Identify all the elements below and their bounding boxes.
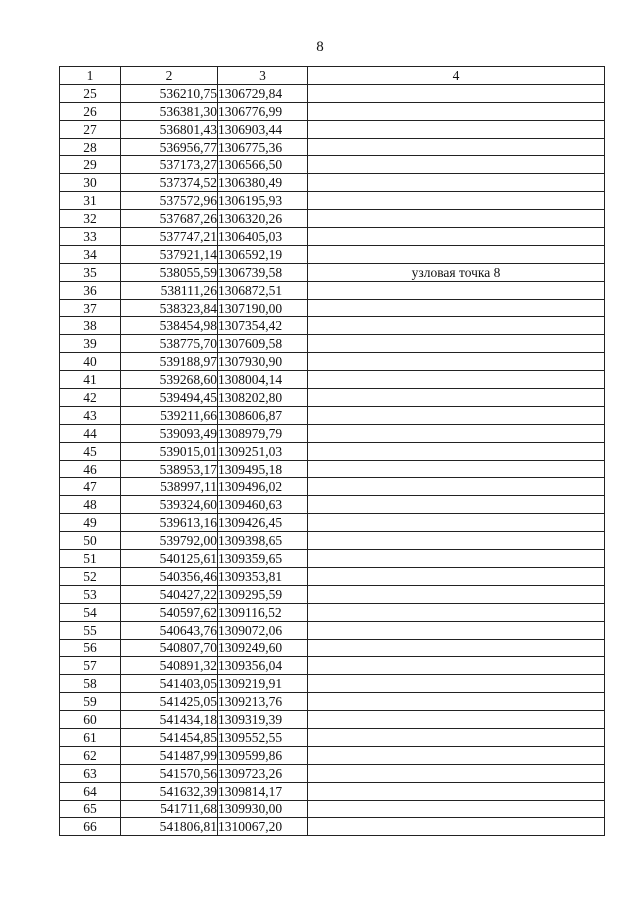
y-coordinate-cell: 1306380,49 [218, 174, 308, 192]
y-coordinate-cell: 1309552,55 [218, 728, 308, 746]
table-row [60, 460, 605, 478]
y-coordinate-cell: 1309295,59 [218, 585, 308, 603]
y-coordinate-cell: 1306405,03 [218, 228, 308, 246]
point-number-cell: 51 [60, 550, 121, 568]
x-coordinate-cell: 538454,98 [121, 317, 218, 335]
note-cell [308, 210, 605, 228]
x-coordinate-cell: 536210,75 [121, 84, 218, 102]
y-coordinate-cell: 1309426,45 [218, 514, 308, 532]
y-coordinate-cell: 1309319,39 [218, 711, 308, 729]
table-row [60, 156, 605, 174]
y-coordinate-cell: 1307609,58 [218, 335, 308, 353]
y-coordinate-cell: 1309398,65 [218, 532, 308, 550]
note-cell [308, 156, 605, 174]
x-coordinate-cell: 541425,05 [121, 693, 218, 711]
table-row [60, 657, 605, 675]
x-coordinate-cell: 536801,43 [121, 120, 218, 138]
column-header-3: 3 [218, 67, 308, 85]
note-cell [308, 764, 605, 782]
column-header-2: 2 [121, 67, 218, 85]
point-number-cell: 26 [60, 102, 121, 120]
x-coordinate-cell: 540427,22 [121, 585, 218, 603]
table-row [60, 245, 605, 263]
table-row [60, 550, 605, 568]
note-cell [308, 228, 605, 246]
note-cell [308, 585, 605, 603]
x-coordinate-cell: 539792,00 [121, 532, 218, 550]
table-row [60, 746, 605, 764]
x-coordinate-cell: 537747,21 [121, 228, 218, 246]
point-number-cell: 30 [60, 174, 121, 192]
note-cell [308, 782, 605, 800]
note-cell [308, 174, 605, 192]
note-cell [308, 496, 605, 514]
point-number-cell: 31 [60, 192, 121, 210]
x-coordinate-cell: 538953,17 [121, 460, 218, 478]
header-row [60, 67, 605, 85]
table-row [60, 317, 605, 335]
table-row [60, 389, 605, 407]
x-coordinate-cell: 539613,16 [121, 514, 218, 532]
note-cell [308, 120, 605, 138]
table-row [60, 764, 605, 782]
y-coordinate-cell: 1309460,63 [218, 496, 308, 514]
x-coordinate-cell: 541711,68 [121, 800, 218, 818]
x-coordinate-cell: 539268,60 [121, 371, 218, 389]
y-coordinate-cell: 1309495,18 [218, 460, 308, 478]
y-coordinate-cell: 1309251,03 [218, 442, 308, 460]
table-row [60, 514, 605, 532]
table-row [60, 442, 605, 460]
table-body [60, 84, 605, 835]
y-coordinate-cell: 1309723,26 [218, 764, 308, 782]
x-coordinate-cell: 539324,60 [121, 496, 218, 514]
table-row [60, 120, 605, 138]
note-cell [308, 84, 605, 102]
point-number-cell: 65 [60, 800, 121, 818]
table-row [60, 639, 605, 657]
table-row [60, 621, 605, 639]
point-number-cell: 39 [60, 335, 121, 353]
x-coordinate-cell: 539494,45 [121, 389, 218, 407]
point-number-cell: 46 [60, 460, 121, 478]
x-coordinate-cell: 537572,96 [121, 192, 218, 210]
point-number-cell: 32 [60, 210, 121, 228]
x-coordinate-cell: 540597,62 [121, 603, 218, 621]
point-number-cell: 54 [60, 603, 121, 621]
table-row [60, 353, 605, 371]
note-cell [308, 389, 605, 407]
note-cell [308, 406, 605, 424]
x-coordinate-cell: 540125,61 [121, 550, 218, 568]
y-coordinate-cell: 1309496,02 [218, 478, 308, 496]
note-cell [308, 353, 605, 371]
x-coordinate-cell: 539188,97 [121, 353, 218, 371]
y-coordinate-cell: 1309219,91 [218, 675, 308, 693]
x-coordinate-cell: 537173,27 [121, 156, 218, 174]
note-cell: узловая точка 8 [308, 263, 605, 281]
point-number-cell: 61 [60, 728, 121, 746]
y-coordinate-cell: 1306739,58 [218, 263, 308, 281]
y-coordinate-cell: 1309356,04 [218, 657, 308, 675]
note-cell [308, 192, 605, 210]
x-coordinate-cell: 540643,76 [121, 621, 218, 639]
table-row [60, 102, 605, 120]
x-coordinate-cell: 538775,70 [121, 335, 218, 353]
point-number-cell: 44 [60, 424, 121, 442]
point-number-cell: 43 [60, 406, 121, 424]
x-coordinate-cell: 541632,39 [121, 782, 218, 800]
note-cell [308, 657, 605, 675]
note-cell [308, 335, 605, 353]
y-coordinate-cell: 1306872,51 [218, 281, 308, 299]
x-coordinate-cell: 537921,14 [121, 245, 218, 263]
x-coordinate-cell: 536381,30 [121, 102, 218, 120]
y-coordinate-cell: 1309249,60 [218, 639, 308, 657]
x-coordinate-cell: 537374,52 [121, 174, 218, 192]
point-number-cell: 64 [60, 782, 121, 800]
point-number-cell: 63 [60, 764, 121, 782]
note-cell [308, 603, 605, 621]
table-row [60, 693, 605, 711]
y-coordinate-cell: 1308606,87 [218, 406, 308, 424]
point-number-cell: 47 [60, 478, 121, 496]
table-row [60, 263, 605, 281]
x-coordinate-cell: 541487,99 [121, 746, 218, 764]
x-coordinate-cell: 539093,49 [121, 424, 218, 442]
note-cell [308, 567, 605, 585]
table-row [60, 782, 605, 800]
table-row [60, 406, 605, 424]
y-coordinate-cell: 1308202,80 [218, 389, 308, 407]
note-cell [308, 550, 605, 568]
note-cell [308, 711, 605, 729]
x-coordinate-cell: 540891,32 [121, 657, 218, 675]
column-header-1: 1 [60, 67, 121, 85]
table-row [60, 228, 605, 246]
note-cell [308, 639, 605, 657]
point-number-cell: 59 [60, 693, 121, 711]
note-cell [308, 818, 605, 836]
point-number-cell: 40 [60, 353, 121, 371]
point-number-cell: 53 [60, 585, 121, 603]
x-coordinate-cell: 538111,26 [121, 281, 218, 299]
y-coordinate-cell: 1307190,00 [218, 299, 308, 317]
x-coordinate-cell: 540356,46 [121, 567, 218, 585]
note-cell [308, 245, 605, 263]
table-row [60, 281, 605, 299]
point-number-cell: 52 [60, 567, 121, 585]
page-number: 8 [316, 39, 324, 55]
point-number-cell: 38 [60, 317, 121, 335]
note-cell [308, 532, 605, 550]
point-number-cell: 57 [60, 657, 121, 675]
note-cell [308, 621, 605, 639]
table-row [60, 424, 605, 442]
y-coordinate-cell: 1306592,19 [218, 245, 308, 263]
note-cell [308, 514, 605, 532]
table-row [60, 210, 605, 228]
y-coordinate-cell: 1307930,90 [218, 353, 308, 371]
y-coordinate-cell: 1309072,06 [218, 621, 308, 639]
table-row [60, 84, 605, 102]
x-coordinate-cell: 541570,56 [121, 764, 218, 782]
column-header-4: 4 [308, 67, 605, 85]
table-row [60, 711, 605, 729]
table-row [60, 567, 605, 585]
x-coordinate-cell: 541434,18 [121, 711, 218, 729]
note-cell [308, 746, 605, 764]
y-coordinate-cell: 1309359,65 [218, 550, 308, 568]
x-coordinate-cell: 538055,59 [121, 263, 218, 281]
x-coordinate-cell: 541806,81 [121, 818, 218, 836]
table-row [60, 299, 605, 317]
y-coordinate-cell: 1309116,52 [218, 603, 308, 621]
note-cell [308, 424, 605, 442]
y-coordinate-cell: 1306775,36 [218, 138, 308, 156]
y-coordinate-cell: 1309353,81 [218, 567, 308, 585]
coordinates-table [59, 66, 605, 836]
note-cell [308, 442, 605, 460]
point-number-cell: 58 [60, 675, 121, 693]
point-number-cell: 36 [60, 281, 121, 299]
point-number-cell: 55 [60, 621, 121, 639]
point-number-cell: 56 [60, 639, 121, 657]
point-number-cell: 41 [60, 371, 121, 389]
table-row [60, 371, 605, 389]
point-number-cell: 35 [60, 263, 121, 281]
y-coordinate-cell: 1306729,84 [218, 84, 308, 102]
note-cell [308, 299, 605, 317]
point-number-cell: 48 [60, 496, 121, 514]
table-row [60, 728, 605, 746]
y-coordinate-cell: 1309930,00 [218, 800, 308, 818]
table-row [60, 138, 605, 156]
table-header [60, 67, 605, 85]
note-cell [308, 728, 605, 746]
point-number-cell: 45 [60, 442, 121, 460]
y-coordinate-cell: 1307354,42 [218, 317, 308, 335]
point-number-cell: 42 [60, 389, 121, 407]
point-number-cell: 49 [60, 514, 121, 532]
point-number-cell: 28 [60, 138, 121, 156]
note-cell [308, 478, 605, 496]
table-row [60, 532, 605, 550]
x-coordinate-cell: 537687,26 [121, 210, 218, 228]
table-row [60, 675, 605, 693]
y-coordinate-cell: 1309599,86 [218, 746, 308, 764]
note-cell [308, 317, 605, 335]
y-coordinate-cell: 1306776,99 [218, 102, 308, 120]
note-cell [308, 371, 605, 389]
note-cell [308, 460, 605, 478]
y-coordinate-cell: 1310067,20 [218, 818, 308, 836]
point-number-cell: 66 [60, 818, 121, 836]
y-coordinate-cell: 1308004,14 [218, 371, 308, 389]
x-coordinate-cell: 539211,66 [121, 406, 218, 424]
y-coordinate-cell: 1309814,17 [218, 782, 308, 800]
point-number-cell: 29 [60, 156, 121, 174]
x-coordinate-cell: 538323,84 [121, 299, 218, 317]
note-cell [308, 102, 605, 120]
point-number-cell: 34 [60, 245, 121, 263]
y-coordinate-cell: 1306320,26 [218, 210, 308, 228]
table-row [60, 174, 605, 192]
table-row [60, 585, 605, 603]
y-coordinate-cell: 1306903,44 [218, 120, 308, 138]
table-row [60, 800, 605, 818]
y-coordinate-cell: 1308979,79 [218, 424, 308, 442]
point-number-cell: 33 [60, 228, 121, 246]
point-number-cell: 50 [60, 532, 121, 550]
y-coordinate-cell: 1306566,50 [218, 156, 308, 174]
table-row [60, 192, 605, 210]
x-coordinate-cell: 539015,01 [121, 442, 218, 460]
x-coordinate-cell: 536956,77 [121, 138, 218, 156]
y-coordinate-cell: 1306195,93 [218, 192, 308, 210]
note-cell [308, 281, 605, 299]
y-coordinate-cell: 1309213,76 [218, 693, 308, 711]
point-number-cell: 27 [60, 120, 121, 138]
point-number-cell: 60 [60, 711, 121, 729]
table-row [60, 496, 605, 514]
note-cell [308, 693, 605, 711]
x-coordinate-cell: 540807,70 [121, 639, 218, 657]
table-row [60, 818, 605, 836]
point-number-cell: 37 [60, 299, 121, 317]
table-row [60, 478, 605, 496]
table-row [60, 335, 605, 353]
table-row [60, 603, 605, 621]
note-cell [308, 800, 605, 818]
x-coordinate-cell: 541403,05 [121, 675, 218, 693]
point-number-cell: 62 [60, 746, 121, 764]
point-number-cell: 25 [60, 84, 121, 102]
x-coordinate-cell: 541454,85 [121, 728, 218, 746]
x-coordinate-cell: 538997,11 [121, 478, 218, 496]
note-cell [308, 138, 605, 156]
note-cell [308, 675, 605, 693]
